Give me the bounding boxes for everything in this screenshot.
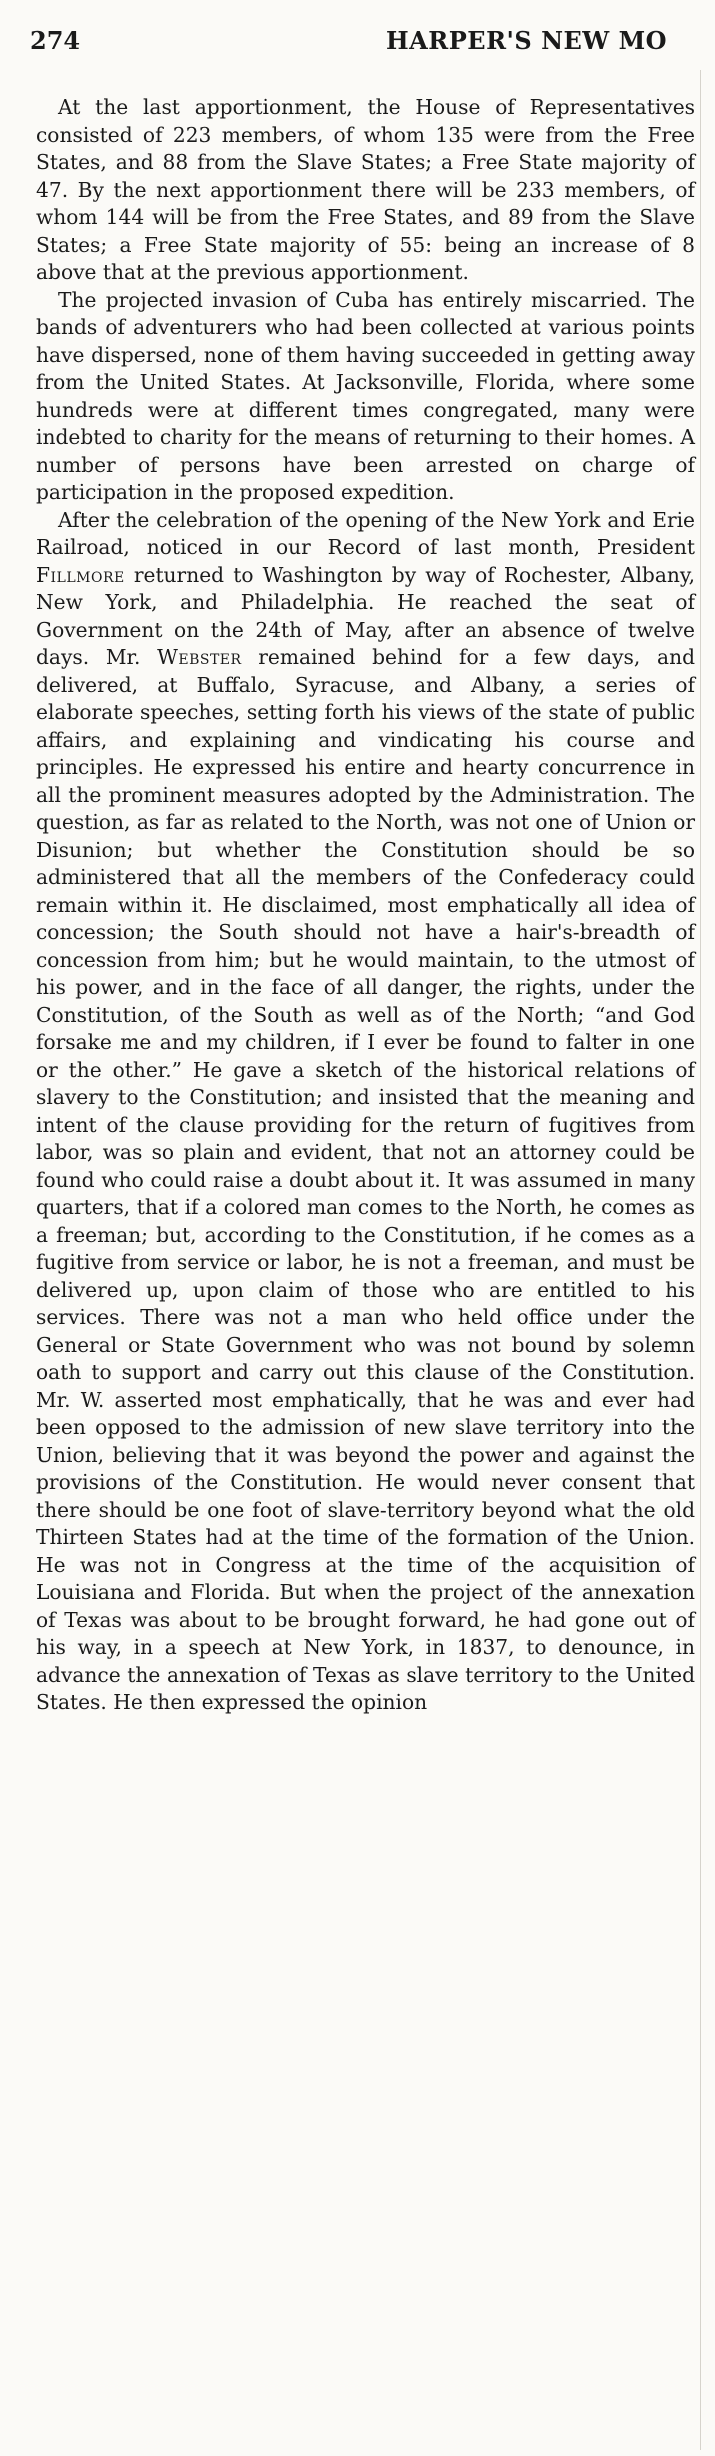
column-edge-rule <box>700 70 701 2450</box>
name-webster: Webster <box>157 645 242 669</box>
paragraph-cuba-invasion: The projected invasion of Cuba has entirely miscarried. The bands of adventurers who had been collected at various points have dispersed, none of them having succeeded in getting away from the United States. At Jacksonville, Florida, where some hundreds were at different times congregated, many were indebted to charity for the means of returning to their homes. A number of persons have been arrested on charge of participation in the proposed expedition. <box>36 287 695 504</box>
article-body <box>36 94 695 1717</box>
paragraph-webster-speeches <box>36 507 695 1717</box>
name-fillmore: Fillmore <box>36 562 125 587</box>
page-number: 274 <box>30 26 81 55</box>
paragraph-text-segment: remained behind for a few days, and delivered, at Buffalo, Syracuse, and Albany, a series of elaborate speeches, setting forth his views of the state of public affairs, and explaining and vindicating his course and principles. He expressed his entire and hearty concurrence in all the prominent measures adopted by the Administration. The question, as far as related to the North, was not one of Union or Disunion; but whether the Constitution should be so administered that all the members of the Confederacy could remain within it. He disclaimed, most emphatically all idea of concession; the South should not have a hair's-breadth of concession from him; but he would maintain, to the utmost of his power, and in the face of all danger, the rights, under the Constitution, of the South as well as of the North; “and God forsake me and my children, if I ever be found to falter in one or the other.” He gave a sketch of the historical relations of slavery to the Constitution; and insisted that the meaning and intent of the clause providing for the return of fugitives from labor, was so plain and evident, that not an attorney could be found who could raise a doubt about it. It was assumed in many quarters, that if a colored man comes to the North, he comes as a freeman; but, according to the Constitution, if he comes as a fugitive from service or labor, he is not a freeman, and must be delivered up, upon claim of those who are entitled to his services. There was not a man who held office under the General or State Government who was not bound by solemn oath to support and carry out this clause of the Constitution. Mr. W. asserted most emphatically, that he was and ever had been opposed to the admission of new slave territory into the Union, believing that it was beyond the power and against the provisions of the Constitution. He would never consent that there should be one foot of slave-territory beyond what the old Thirteen States had at the time of the formation of the Union. He was not in Congress at the time of the acquisition of Louisiana and Florida. But when the project of the annexation of Texas was about to be brought forward, he had gone out of his way, in a speech at New York, in 1837, to denounce, in advance the annexation of Texas as slave territory to the United States. He then expressed the opinion <box>36 645 695 1714</box>
paragraph-apportionment: At the last apportionment, the House of Representatives consisted of 223 members, of whom 135 were from the Free States, and 88 from the Slave States; a Free State majority of 47. By the next apportionment there will be 233 members, of whom 144 will be from the Free States, and 89 from the Slave States; a Free State majority of 55: being an increase of 8 above that at the previous apportionment. <box>36 95 695 284</box>
paragraph-text-segment: returned to Washington by way of Rochester, Albany, New York, and Philadelphia. He reached the seat of Government on the 24th of May, after an absence of twelve days. Mr. <box>36 562 695 669</box>
paragraph-text-segment: After the celebration of the opening of the New York and Erie Railroad, noticed in our Record of last month, President <box>36 507 695 559</box>
page-header <box>30 26 715 66</box>
running-title: HARPER'S NEW MO <box>386 26 668 55</box>
